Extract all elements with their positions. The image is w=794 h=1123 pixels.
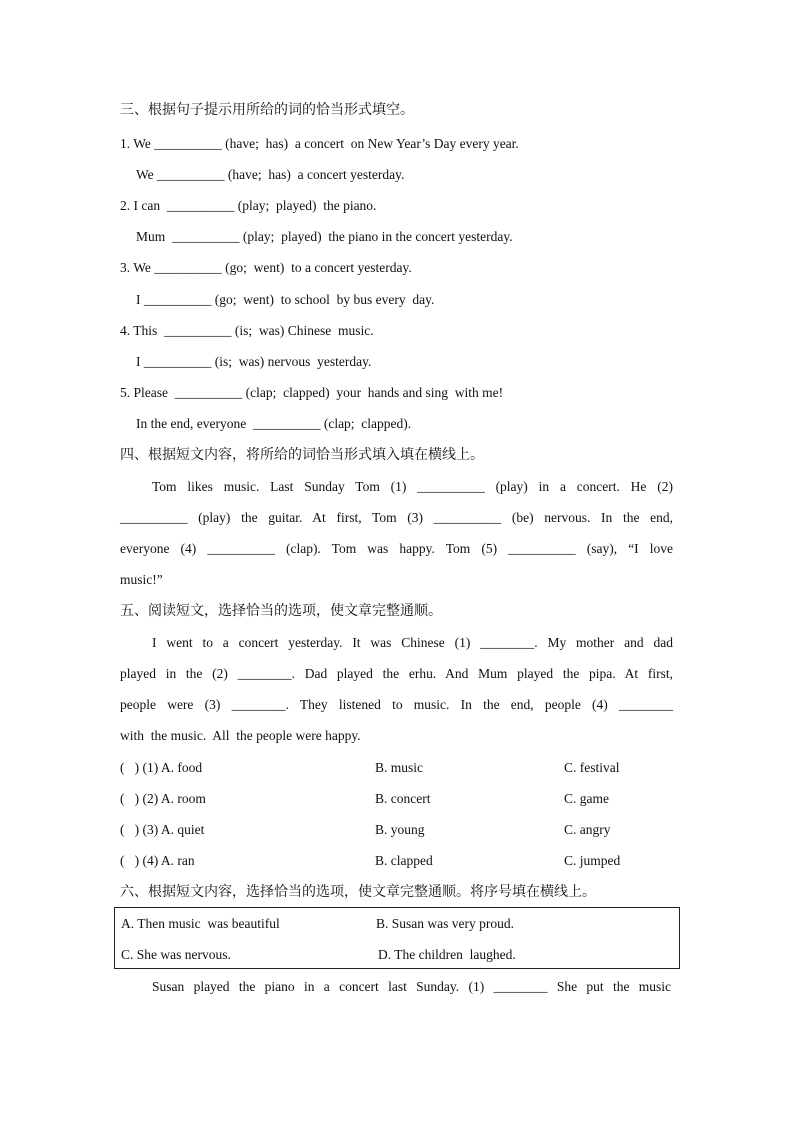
sec3-line-6: I __________ (go; went) to school by bus every day. bbox=[136, 292, 435, 307]
q3-option-b: B. young bbox=[375, 822, 425, 837]
sec3-line-2: We __________ (have; has) a concert yesterday. bbox=[136, 167, 405, 182]
sec5-line-1: I went to a concert yesterday. It was Chinese (1) ________. My mother and dad bbox=[152, 635, 673, 650]
section-6-title: 六、根据短文内容，选择恰当的选项，使文章完整通顺。将序号填在横线上。 bbox=[120, 884, 596, 900]
sec4-line-2: __________ (play) the guitar. At first, Tom (3) __________ (be) nervous. In the end, bbox=[120, 510, 673, 525]
q3-option-c: C. angry bbox=[564, 822, 611, 837]
sec5-line-2: played in the (2) ________. Dad played the erhu. And Mum played the pipa. At first, bbox=[120, 666, 673, 681]
section-4-title: 四、根据短文内容，将所给的词恰当形式填入填在横线上。 bbox=[120, 447, 484, 463]
sec4-line-1: Tom likes music. Last Sunday Tom (1) __________ (play) in a concert. He (2) bbox=[152, 479, 673, 494]
sec6-passage-line-1: Susan played the piano in a concert last Sunday. (1) ________ She put the music bbox=[152, 979, 671, 994]
sec3-line-1: 1. We __________ (have; has) a concert on New Year’s Day every year. bbox=[120, 136, 519, 151]
sec3-line-9: 5. Please __________ (clap; clapped) your hands and sing with me! bbox=[120, 385, 504, 400]
sec3-line-10: In the end, everyone __________ (clap; clapped). bbox=[136, 416, 412, 431]
q2-option-c: C. game bbox=[564, 791, 609, 806]
sec3-line-3: 2. I can __________ (play; played) the piano. bbox=[120, 198, 377, 213]
q3-option-a: ( ) (3) A. quiet bbox=[120, 822, 205, 837]
section-5-title: 五、阅读短文，选择恰当的选项，使文章完整通顺。 bbox=[120, 603, 442, 619]
q2-option-b: B. concert bbox=[375, 791, 431, 806]
q1-option-a: ( ) (1) A. food bbox=[120, 760, 203, 775]
sec5-line-3: people were (3) ________. They listened to music. In the end, people (4) ________ bbox=[120, 697, 673, 712]
option-d: D. The children laughed. bbox=[378, 947, 516, 962]
sec4-line-4: music!” bbox=[120, 572, 163, 587]
sec3-line-4: Mum __________ (play; played) the piano in the concert yesterday. bbox=[136, 229, 513, 244]
q4-option-a: ( ) (4) A. ran bbox=[120, 853, 195, 868]
sec3-line-7: 4. This __________ (is; was) Chinese music. bbox=[120, 323, 374, 338]
sec5-line-4: with the music. All the people were happy. bbox=[120, 728, 361, 743]
option-a: A. Then music was beautiful bbox=[121, 916, 280, 931]
sec3-line-5: 3. We __________ (go; went) to a concert yesterday. bbox=[120, 260, 412, 275]
option-b: B. Susan was very proud. bbox=[376, 916, 514, 931]
q1-option-c: C. festival bbox=[564, 760, 620, 775]
q1-option-b: B. music bbox=[375, 760, 424, 775]
sec3-line-8: I __________ (is; was) nervous yesterday. bbox=[136, 354, 372, 369]
section-3-title: 三、根据句子提示用所给的词的恰当形式填空。 bbox=[120, 102, 414, 118]
q2-option-a: ( ) (2) A. room bbox=[120, 791, 206, 806]
q4-option-c: C. jumped bbox=[564, 853, 621, 868]
sec4-line-3: everyone (4) __________ (clap). Tom was happy. Tom (5) __________ (say), “I love bbox=[120, 541, 673, 556]
q4-option-b: B. clapped bbox=[375, 853, 433, 868]
option-c: C. She was nervous. bbox=[121, 947, 231, 962]
